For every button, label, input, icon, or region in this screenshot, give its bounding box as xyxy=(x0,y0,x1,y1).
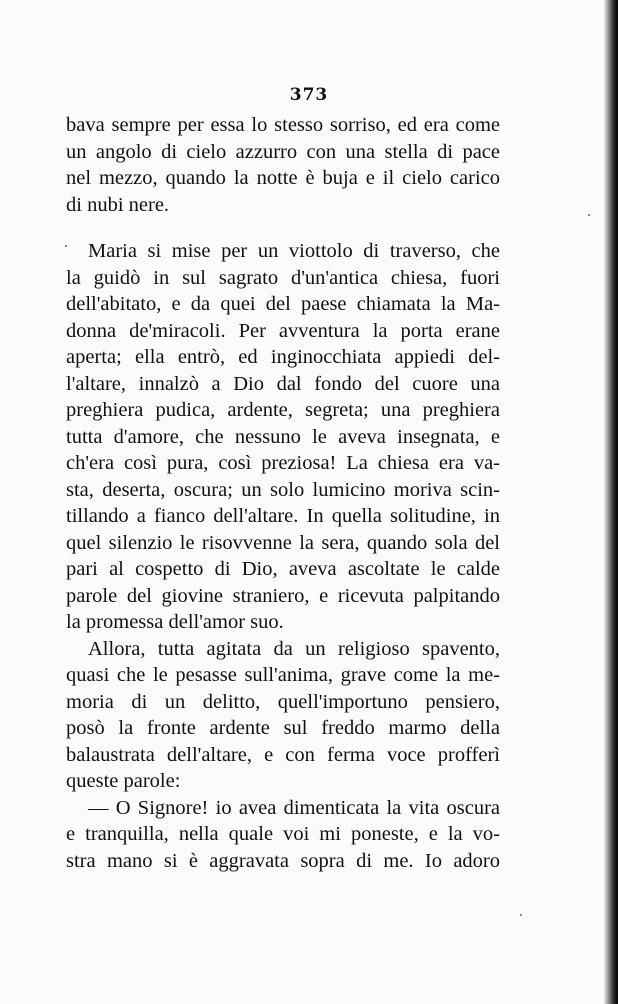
scan-speck xyxy=(520,914,522,916)
text-line: sta, deserta, oscura; un solo lumicino moriva scin- xyxy=(66,478,500,501)
text-line: di nubi nere. xyxy=(66,193,170,216)
text-line: quel silenzio le risovvenne la sera, quando sola del xyxy=(66,531,500,554)
text-line: posò la fronte ardente sul freddo marmo della xyxy=(66,717,500,739)
paragraph xyxy=(66,238,500,636)
text-line: la promessa dell'amor suo. xyxy=(66,611,284,633)
text-line: ch'era così pura, così preziosa! La chiesa era va- xyxy=(66,452,500,474)
text-line: parole del giovine straniero, e ricevuta palpitando xyxy=(66,584,500,607)
text-line: bava sempre per essa lo stesso sorriso, ed era come xyxy=(66,114,500,136)
text-line: tillando a fianco dell'altare. In quella solitudine, in xyxy=(66,505,500,527)
text-line: — O Signore! io avea dimenticata la vita oscura xyxy=(88,796,500,819)
text-line: aperta; ella entrò, ed inginocchiata appiedi del- xyxy=(66,346,500,368)
paragraph xyxy=(66,795,500,875)
text-line: preghiera pudica, ardente, segreta; una preghiera xyxy=(66,399,500,421)
text-line: l'altare, innalzò a Dio dal fondo del cuore una xyxy=(66,372,500,395)
text-line: Maria si mise per un viottolo di traverso, che xyxy=(88,240,500,262)
text-line: e tranquilla, nella quale voi mi poneste, e la vo- xyxy=(66,823,500,845)
scan-speck xyxy=(65,245,67,247)
text-line: la guidò in sul sagrato d'un'antica chiesa, fuori xyxy=(66,266,500,289)
page-edge-shadow xyxy=(604,0,618,1004)
text-line: stra mano si è aggravata sopra di me. Io adoro xyxy=(66,849,500,872)
text-line: un angolo di cielo azzurro con una stella di pace xyxy=(66,140,500,163)
paragraph xyxy=(66,112,500,218)
text-line: dell'abitato, e da quei del paese chiamata la Ma- xyxy=(66,293,500,315)
page-number: 373 xyxy=(289,85,329,105)
text-line: tutta d'amore, che nessuno le aveva insegnata, e xyxy=(66,425,500,448)
text-line: moria di un delitto, quell'importuno pensiero, xyxy=(66,690,500,713)
text-line: pari al cospetto di Dio, aveva ascoltate le calde xyxy=(66,558,500,580)
body-text xyxy=(66,112,500,874)
text-line: quasi che le pesasse sull'anima, grave come la me- xyxy=(66,664,500,686)
text-line: Allora, tutta agitata da un religioso spavento, xyxy=(88,637,500,660)
text-line: balaustrata dell'altare, e con ferma voce profferì xyxy=(66,743,500,766)
paragraph xyxy=(66,636,500,795)
text-line: nel mezzo, quando la notte è buja e il cielo carico xyxy=(66,167,500,189)
text-line: donna de'miracoli. Per avventura la porta erane xyxy=(66,319,500,342)
scan-speck xyxy=(588,214,590,216)
text-line: queste parole: xyxy=(66,770,181,792)
